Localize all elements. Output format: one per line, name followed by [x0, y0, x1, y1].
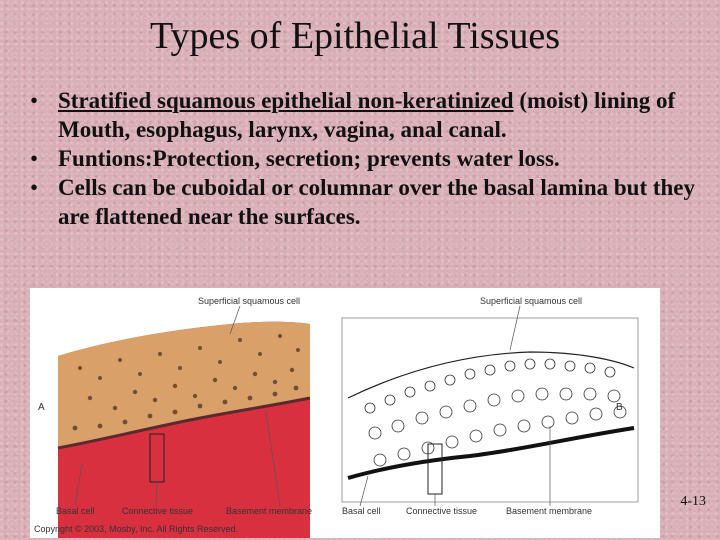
label-connective-tissue-b: Connective tissue [406, 506, 478, 516]
label-superficial-cell-b: Superficial squamous cell [480, 296, 583, 306]
label-superficial-cell-a: Superficial squamous cell [198, 296, 301, 306]
bullet-text: (moist) lining of Mouth, esophagus, larynx, vagina, anal canal. [58, 88, 676, 142]
bullet-text: Cells can be cuboidal or columnar over the basal lamina but they are flattened near the surfaces. [58, 175, 696, 229]
bullet-item [30, 86, 700, 144]
bullet-list [30, 86, 700, 231]
bullet-text: Funtions:Protection, secretion; prevents water loss. [58, 146, 560, 171]
bullet-item [30, 173, 700, 231]
panel-label-a: A [38, 402, 45, 413]
panel-label-b: B [616, 402, 623, 413]
histology-illustration [30, 288, 660, 538]
label-basement-membrane-a: Basement membrane [226, 506, 313, 516]
label-connective-tissue-a: Connective tissue [122, 506, 194, 516]
bullet-marker: • [30, 88, 39, 113]
slide-number: 4-13 [680, 494, 706, 509]
bullet-heading: Stratified squamous epithelial non-keratinized [58, 88, 514, 113]
label-basement-membrane-b: Basement membrane [506, 506, 593, 516]
copyright-notice: Copyright © 2003, Mosby, Inc. All Rights Reserved. [34, 524, 239, 534]
label-basal-cell-b: Basal cell [342, 506, 381, 516]
panel-b-frame [342, 318, 638, 502]
bullet-item [30, 144, 700, 173]
bullet-marker: • [30, 175, 39, 200]
panel-b-drawing [342, 318, 638, 502]
slide-title: Types of Epithelial Tissues [149, 15, 561, 57]
histology-figure [30, 288, 660, 538]
bullet-marker: • [30, 146, 39, 171]
label-basal-cell-a: Basal cell [56, 506, 95, 516]
